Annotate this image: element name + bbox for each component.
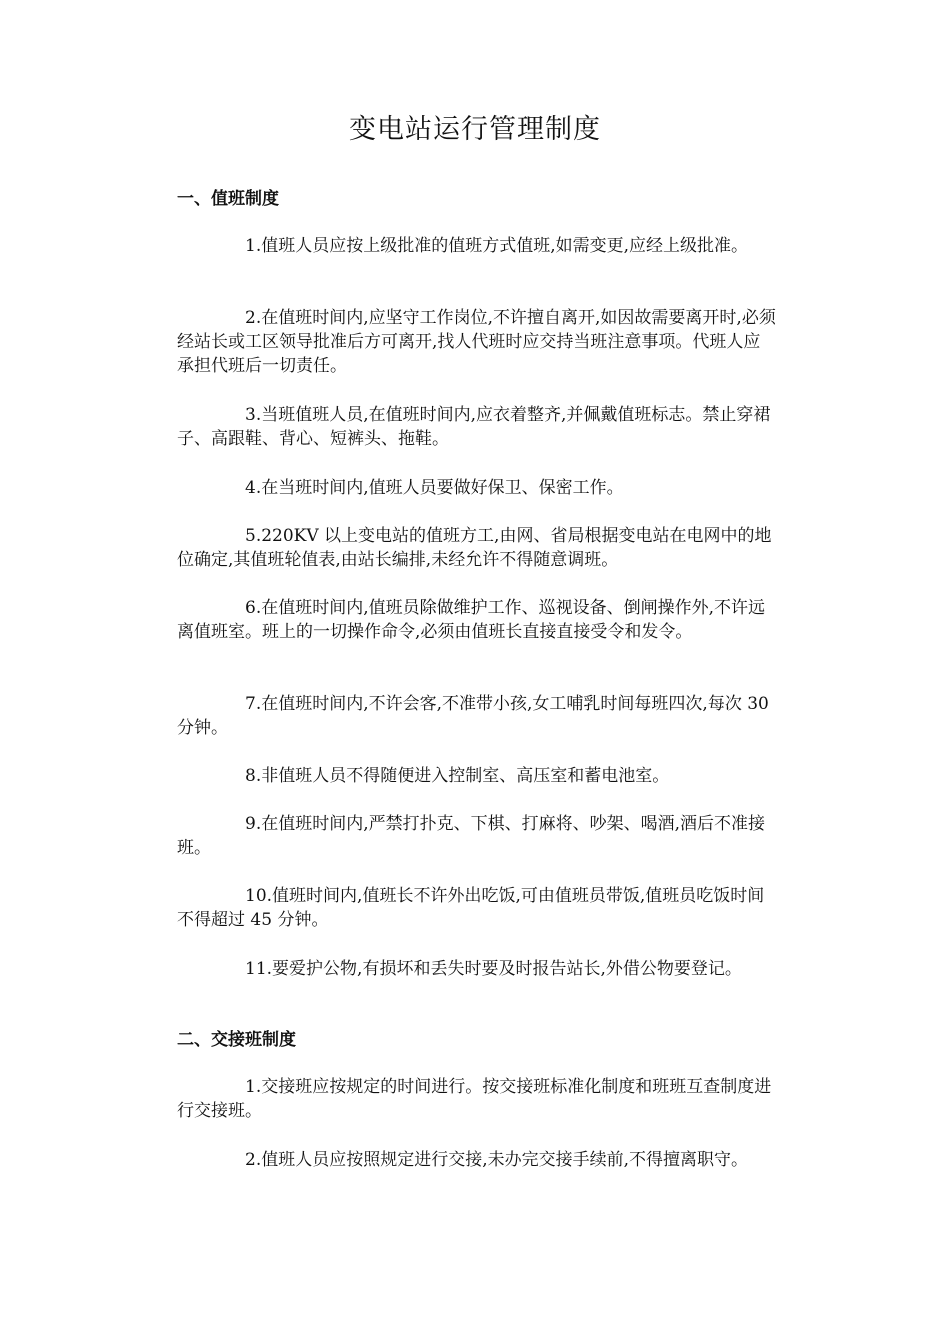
- duty-paragraph-11: 11.要爱护公物,有损坏和丢失时要及时报告站长,外借公物要登记。: [245, 959, 742, 979]
- document-title: 变电站运行管理制度: [349, 114, 601, 145]
- duty-paragraph-4: 4.在当班时间内,值班人员要做好保卫、保密工作。: [245, 478, 624, 498]
- duty-paragraph-1: 1.值班人员应按上级批准的值班方式值班,如需变更,应经上级批准。: [245, 236, 749, 256]
- duty-paragraph-5: 5.220KV 以上变电站的值班方工,由网、省局根据变电站在电网中的地位确定,其值班轮值表,由站长编排,未经允许不得随意调班。: [177, 526, 772, 570]
- handover-paragraph-2: 2.值班人员应按照规定进行交接,未办完交接手续前,不得擅离职守。: [245, 1150, 749, 1170]
- duty-paragraph-7: 7.在值班时间内,不许会客,不准带小孩,女工哺乳时间每班四次,每次 30 分钟。: [177, 694, 769, 738]
- duty-paragraph-10: 10.值班时间内,值班长不许外出吃饭,可由值班员带饭,值班员吃饭时间不得超过 45 分钟。: [177, 886, 765, 930]
- duty-paragraph-8: 8.非值班人员不得随便进入控制室、高压室和蓄电池室。: [245, 766, 670, 786]
- section-heading-handover: 二、交接班制度: [177, 1030, 296, 1050]
- section-heading-duty: 一、值班制度: [177, 189, 279, 209]
- handover-paragraph-1: 1.交接班应按规定的时间进行。按交接班标准化制度和班班互查制度进行交接班。: [177, 1077, 772, 1121]
- duty-paragraph-6: 6.在值班时间内,值班员除做维护工作、巡视设备、倒闸操作外,不许远离值班室。班上的一切操作命令,必须由值班长直接直接受令和发令。: [177, 598, 766, 642]
- duty-paragraph-3: 3.当班值班人员,在值班时间内,应衣着整齐,并佩戴值班标志。禁止穿裙子、高跟鞋、背心、短裤头、拖鞋。: [177, 405, 771, 449]
- duty-paragraph-9: 9.在值班时间内,严禁打扑克、下棋、打麻将、吵架、喝酒,酒后不准接班。: [177, 814, 766, 858]
- duty-paragraph-2: 2.在值班时间内,应坚守工作岗位,不许擅自离开,如因故需要离开时,必须经站长或工区领导批准后方可离开,找人代班时应交持当班注意事项。代班人应承担代班后一切责任。: [177, 308, 776, 376]
